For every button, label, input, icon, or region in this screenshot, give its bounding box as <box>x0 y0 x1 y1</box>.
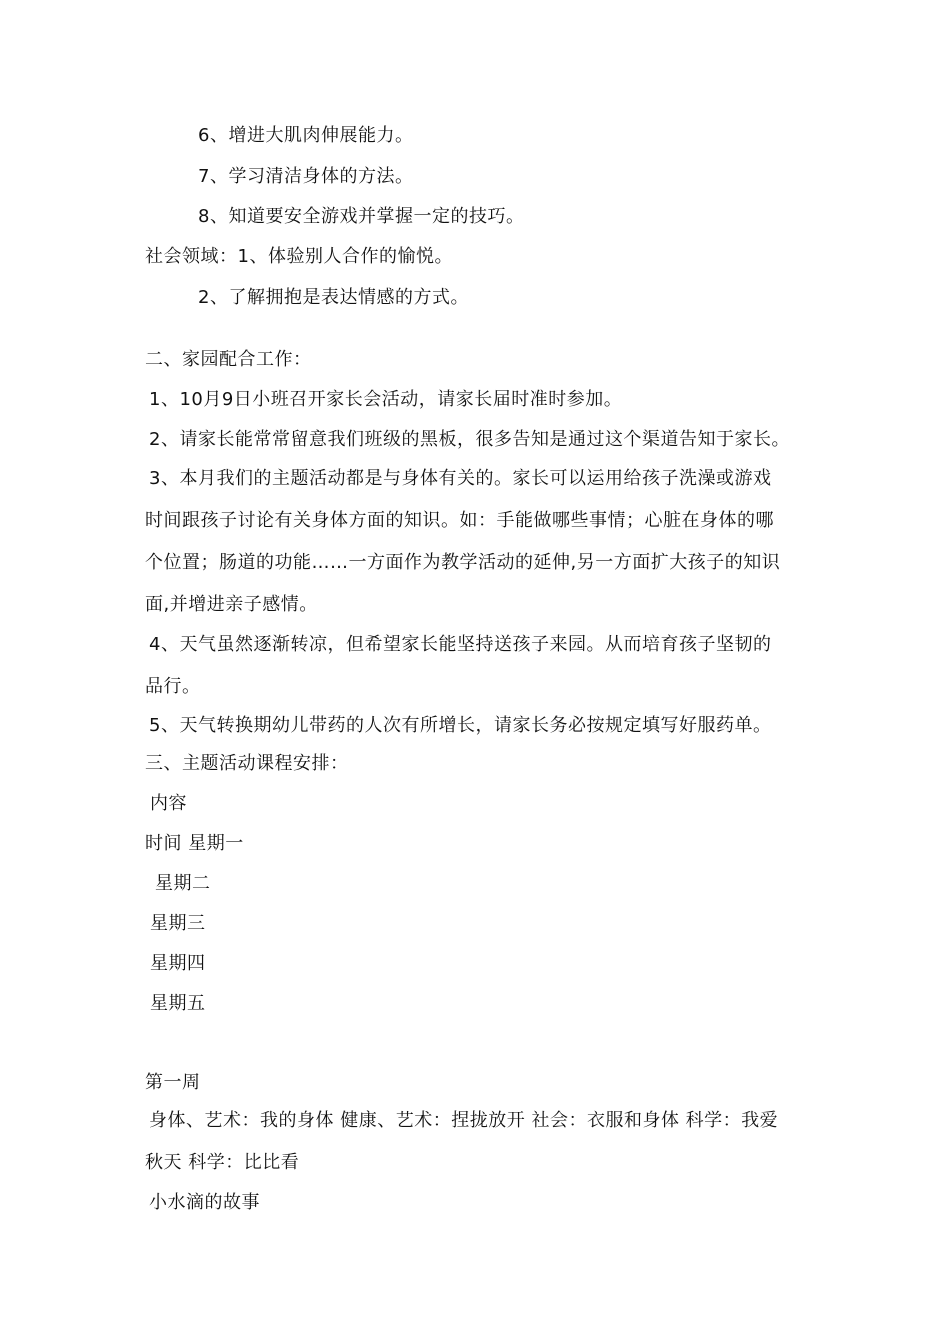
cooperation-item-3-line-3: 个位置；肠道的功能……一方面作为教学活动的延伸,另一方面扩大孩子的知识 <box>145 552 781 573</box>
schedule-week-1-activities-line-2: 秋天 科学：比比看 <box>145 1152 300 1173</box>
section-heading-home-cooperation: 二、家园配合工作： <box>145 349 312 370</box>
schedule-header-content: 内容 <box>150 793 187 814</box>
cooperation-item-3-line-1: 3、本月我们的主题活动都是与身体有关的。家长可以运用给孩子洗澡或游戏 <box>149 468 772 489</box>
goal-line-7: 7、学习清洁身体的方法。 <box>198 166 414 187</box>
goal-line-8: 8、知道要安全游戏并掌握一定的技巧。 <box>198 206 525 227</box>
section-heading-course-schedule: 三、主题活动课程安排： <box>145 753 349 774</box>
cooperation-item-4-line-2: 品行。 <box>145 676 201 697</box>
schedule-header-tuesday: 星期二 <box>155 873 211 894</box>
cooperation-item-5: 5、天气转换期幼儿带药的人次有所增长，请家长务必按规定填写好服药单。 <box>149 715 772 736</box>
cooperation-item-3-line-2: 时间跟孩子讨论有关身体方面的知识。如：手能做哪些事情；心脏在身体的哪 <box>145 510 774 531</box>
social-domain-line-1: 社会领域：1、体验别人合作的愉悦。 <box>145 246 453 267</box>
schedule-header-wednesday: 星期三 <box>150 913 206 934</box>
schedule-week-1-activities-line-1: 身体、艺术：我的身体 健康、艺术：捏拢放开 社会：衣服和身体 科学：我爱 <box>149 1110 779 1131</box>
cooperation-item-2: 2、请家长能常常留意我们班级的黑板，很多告知是通过这个渠道告知于家长。 <box>149 429 790 450</box>
cooperation-item-3-line-4: 面,并增进亲子感情。 <box>145 594 318 615</box>
schedule-week-1-label: 第一周 <box>145 1072 201 1093</box>
social-domain-line-2: 2、了解拥抱是表达情感的方式。 <box>198 287 469 308</box>
schedule-header-friday: 星期五 <box>150 993 206 1014</box>
schedule-header-thursday: 星期四 <box>150 953 206 974</box>
cooperation-item-4-line-1: 4、天气虽然逐渐转凉，但希望家长能坚持送孩子来园。从而培育孩子坚韧的 <box>149 634 772 655</box>
goal-line-6: 6、增进大肌肉伸展能力。 <box>198 125 414 146</box>
cooperation-item-1: 1、10月9日小班召开家长会活动，请家长届时准时参加。 <box>149 389 623 410</box>
schedule-week-1-activities-line-3: 小水滴的故事 <box>149 1192 260 1213</box>
schedule-header-time-monday: 时间 星期一 <box>145 833 244 854</box>
